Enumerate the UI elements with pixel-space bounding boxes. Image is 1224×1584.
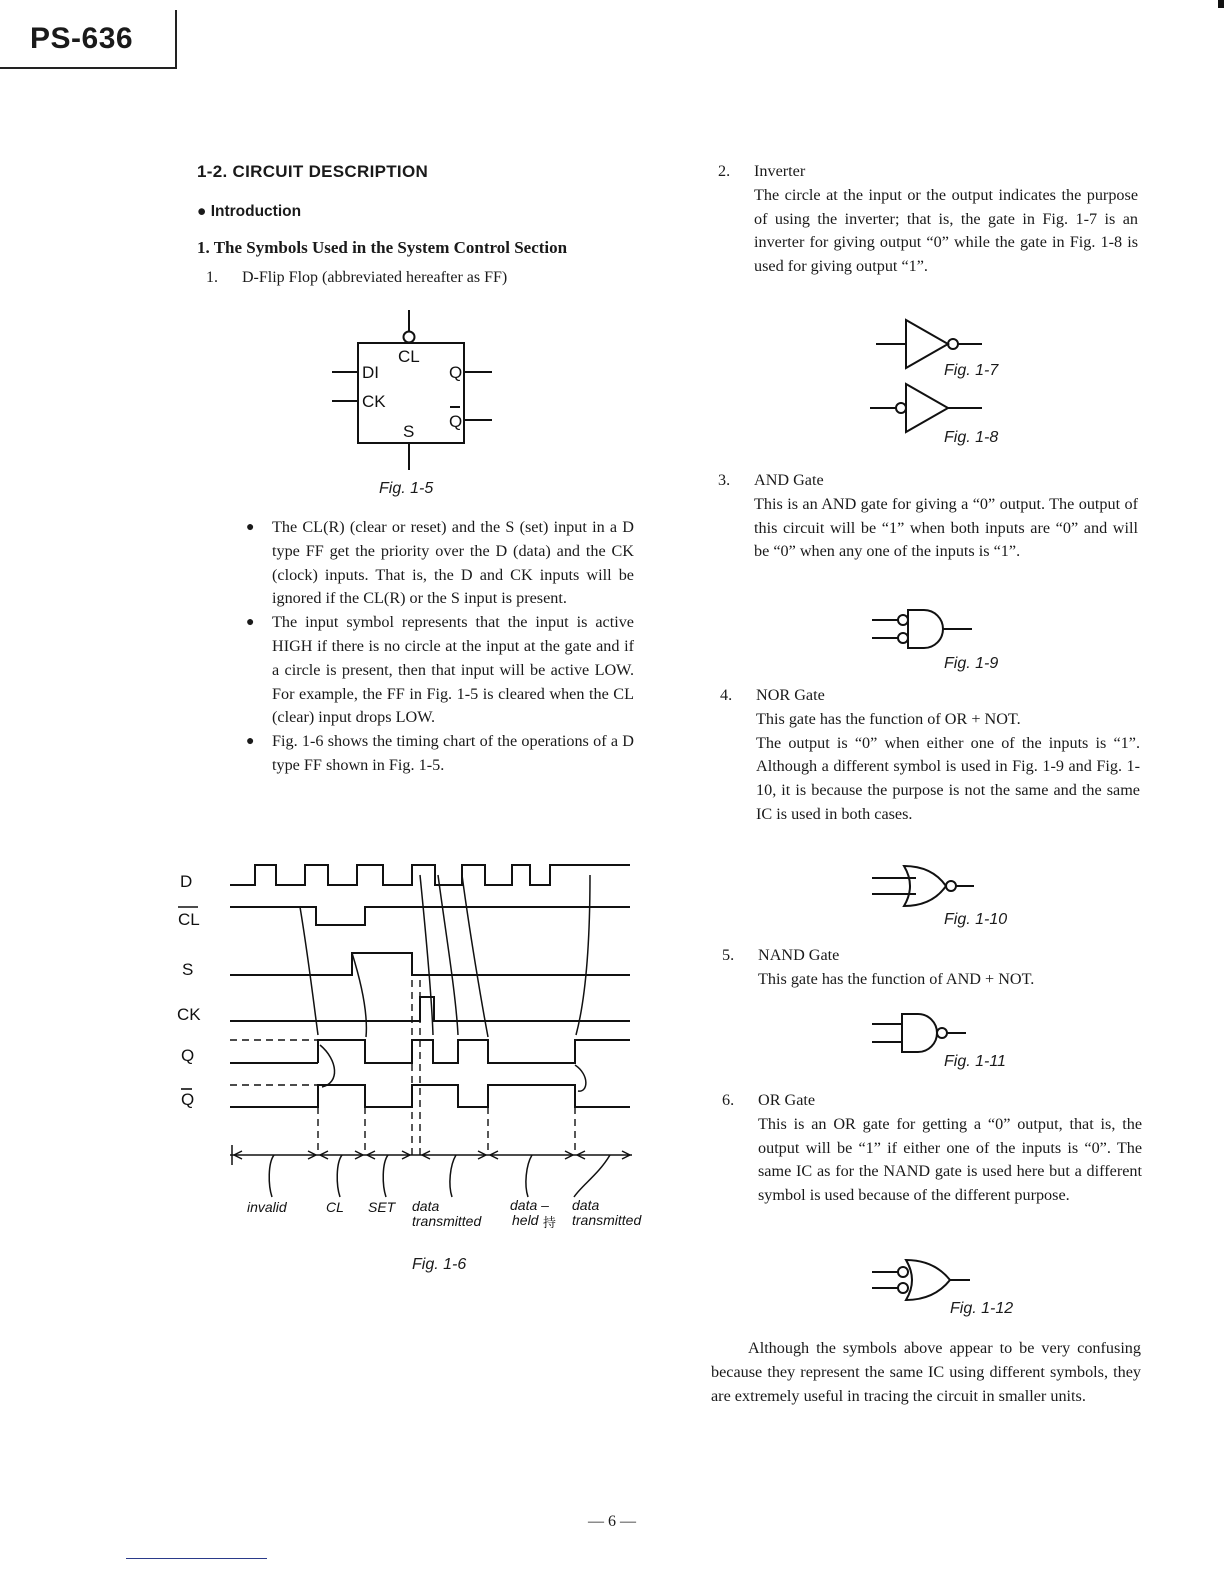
waveform-q — [318, 1040, 630, 1063]
waveform-s — [230, 953, 630, 975]
phase-leader — [574, 1155, 610, 1197]
closing-paragraph: Although the symbols above appear to be very confusing because they represent the same IC using different symbols, they are extremely useful in tracing the circuit in smaller units. — [711, 1339, 1141, 1405]
footer-rule — [126, 1558, 267, 1559]
phase-label-cl: CL — [326, 1199, 344, 1215]
phase-leader — [383, 1155, 388, 1197]
item-title: Inverter — [754, 162, 806, 180]
ff-label-qbar: Q — [449, 412, 463, 431]
item-title: NOR Gate — [756, 686, 825, 704]
item-number: 2. — [718, 162, 731, 180]
ff-notes-list — [246, 516, 634, 778]
signal-label-cl: CL — [178, 910, 200, 929]
section-title: 1-2. CIRCUIT DESCRIPTION — [197, 162, 429, 181]
page-number: — 6 — — [588, 1513, 636, 1530]
fig-1-8-caption: Fig. 1-8 — [944, 429, 999, 446]
item-nand-gate — [722, 944, 1142, 994]
ff-label-cl: CL — [398, 347, 420, 366]
item-title: NAND Gate — [758, 946, 840, 964]
list-item: ● The input symbol represents that the input is active HIGH if there is no circle at the input at the gate and if a circle is present, then that input will be active LOW. For example, the FF in Fig. 1-5 is cleared when the CL (clear) input drops LOW. — [246, 611, 634, 730]
d-flip-flop-diagram — [320, 305, 510, 475]
causality-arrow — [462, 875, 488, 1037]
list-item: ● The CL(R) (clear or reset) and the S (set) input in a D type FF get the priority over the D (data) and the CK (clock) inputs. That is, the D and CK inputs will be ignored if the CL(R) or the S input is present. — [246, 516, 634, 611]
causality-arrow — [352, 953, 366, 1037]
item-body: The circle at the input or the output indicates the purpose of using the inverter; that is, the gate in Fig. 1-7 is an inverter for giving output “0” while the gate in Fig. 1-8 is used for giving output “1”. — [754, 185, 1138, 276]
item-or-gate — [722, 1089, 1142, 1239]
phase-label-data-2: data — [572, 1197, 600, 1213]
causality-arrow — [576, 875, 590, 1035]
fig-1-8-triangle — [906, 384, 948, 432]
intro-heading — [197, 203, 301, 221]
phase-label-held-kanji: 持 — [543, 1215, 557, 1230]
signal-label-s: S — [182, 960, 194, 979]
model-number: PS-636 — [30, 22, 134, 55]
fig-1-7-triangle — [906, 320, 948, 368]
bullet-icon: ● — [197, 203, 207, 220]
fig-1-12-caption: Fig. 1-12 — [950, 1300, 1014, 1317]
phase-label-transmitted-2: transmitted — [572, 1212, 642, 1228]
phase-label-transmitted: transmitted — [412, 1213, 482, 1229]
fig-1-7-caption: Fig. 1-7 — [944, 362, 999, 379]
ff-label-s: S — [403, 422, 415, 441]
phase-label-held: held — [512, 1212, 539, 1228]
phase-leader — [337, 1155, 342, 1197]
causality-arrow — [420, 875, 433, 1035]
waveform-ck — [230, 997, 630, 1021]
ff-item — [206, 269, 507, 287]
ff-label-di: DI — [362, 363, 379, 382]
ff-label-q: Q — [449, 363, 463, 382]
phase-leader — [450, 1155, 456, 1197]
item-number: 3. — [718, 471, 731, 489]
nor-gate-symbol — [868, 862, 988, 914]
phase-label-invalid: invalid — [247, 1199, 287, 1215]
item-number: 5. — [722, 946, 735, 964]
item-body: This is an AND gate for giving a “0” output. The output of this circuit will be “1” when both inputs are “0” and will be “0” when any one of the inputs is “1”. — [754, 494, 1138, 561]
waveform-d — [230, 865, 630, 885]
fig-1-6-caption: Fig. 1-6 — [412, 1256, 467, 1273]
phase-leader — [526, 1155, 532, 1197]
ff-label-ck: CK — [362, 392, 386, 411]
causality-arrow — [300, 907, 318, 1035]
timing-chart — [170, 855, 670, 1240]
intro-label: Introduction — [210, 203, 302, 220]
item-title: AND Gate — [754, 471, 824, 489]
item-inverter — [718, 160, 1138, 300]
ff-item-number: 1. — [206, 269, 218, 286]
phase-label-set: SET — [368, 1199, 396, 1215]
causality-arrow — [438, 875, 458, 1035]
phase-label-data: data — [412, 1198, 440, 1214]
subsection-title: 1. The Symbols Used in the System Control Section — [197, 238, 568, 257]
item-nor-gate — [720, 684, 1140, 854]
and-gate-symbol — [868, 606, 988, 656]
causality-arrow — [575, 1065, 586, 1091]
fig-1-5-caption: Fig. 1-5 — [379, 480, 434, 497]
item-number: 6. — [722, 1091, 735, 1109]
signal-label-d: D — [180, 872, 193, 891]
fig-1-10-caption: Fig. 1-10 — [944, 911, 1008, 928]
header-rule-horizontal — [0, 67, 177, 69]
fig-1-8-input-bubble — [896, 403, 906, 413]
waveform-cl — [230, 907, 630, 925]
item-and-gate — [718, 469, 1138, 589]
item-body: This gate has the function of AND + NOT. — [758, 969, 1035, 988]
cl-inversion-bubble — [404, 332, 415, 343]
causality-arrow — [320, 1045, 335, 1087]
signal-label-q: Q — [181, 1046, 195, 1065]
item-title: OR Gate — [758, 1091, 816, 1109]
ff-item-text: D-Flip Flop (abbreviated hereafter as FF) — [242, 269, 508, 286]
item-body: This gate has the function of OR + NOT. — [756, 709, 1021, 728]
header-rule-vertical — [175, 10, 177, 68]
fig-1-9-caption: Fig. 1-9 — [944, 655, 999, 672]
fig-1-11-caption: Fig. 1-11 — [944, 1053, 1006, 1070]
phase-leader — [269, 1155, 274, 1197]
waveform-qbar — [230, 1085, 630, 1107]
item-body-2: The output is “0” when either one of the inputs is “1”. Although a different symbol is used in Fig. 1-9 and Fig. 1-10, it is because the purpose is not the same and the same IC is used in both cases. — [756, 733, 1140, 823]
signal-label-ck: CK — [177, 1005, 201, 1024]
list-item: ● Fig. 1-6 shows the timing chart of the operations of a D type FF shown in Fig. 1-5. — [246, 730, 634, 778]
phase-label-data-dash: data – — [510, 1197, 549, 1213]
signal-label-qbar: Q — [181, 1090, 195, 1109]
item-body: This is an OR gate for getting a “0” output, that is, the output will be “1” if either one of the inputs is “0”. The same IC as for the NAND gate is used here but a different symbol is used because of the different purpose. — [758, 1114, 1142, 1205]
item-number: 4. — [720, 686, 733, 704]
corner-mark — [1218, 0, 1224, 8]
